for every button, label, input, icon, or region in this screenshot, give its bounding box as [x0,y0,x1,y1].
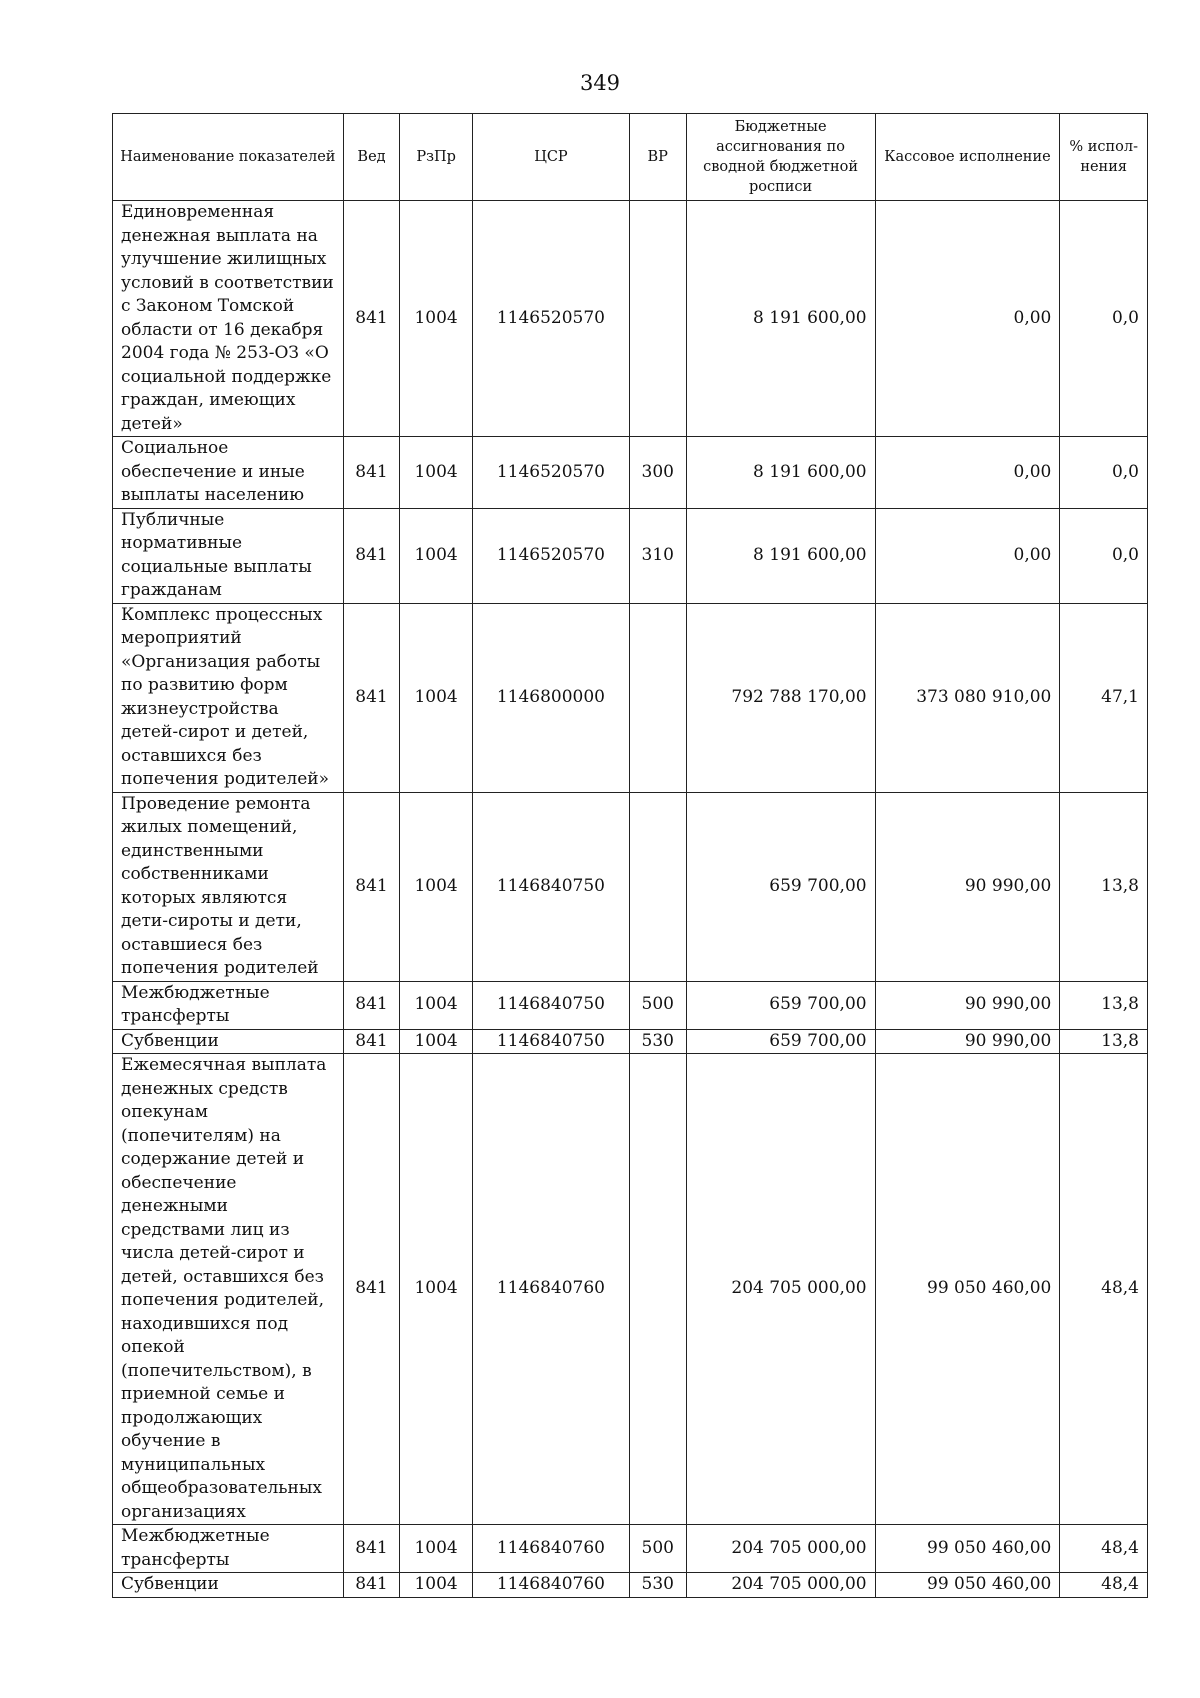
row-name: Ежемесячная выплата денежных средств опекунам (попечителям) на содержание детей и обеспечение денежными средствами лиц из числа детей-сирот и детей, оставшихся без попечения родителей, находившихся под опекой (попечительством), в приемной семье и продолжающих обучение в муниципальных общеобразовательных организациях [113,1054,344,1525]
row-ved: 841 [343,1573,400,1598]
row-name: Проведение ремонта жилых помещений, единственными собственниками которых являются дети-сироты и дети, оставшиеся без попечения родителей [113,792,344,981]
row-vr: 530 [629,1029,686,1054]
row-ved: 841 [343,792,400,981]
table-row [113,981,1148,1029]
row-csr: 1146520570 [472,508,629,603]
row-rzpr: 1004 [400,981,473,1029]
table-row [113,1029,1148,1054]
header-name: Наименование показателей [113,114,344,201]
row-vr [629,1054,686,1525]
row-csr: 1146520570 [472,201,629,437]
row-budget: 204 705 000,00 [686,1054,875,1525]
table-row [113,1573,1148,1598]
row-name: Межбюджетные трансферты [113,1525,344,1573]
row-budget: 792 788 170,00 [686,603,875,792]
row-budget: 659 700,00 [686,1029,875,1054]
row-percent: 48,4 [1060,1573,1148,1598]
row-rzpr: 1004 [400,1525,473,1573]
row-csr: 1146840750 [472,981,629,1029]
row-ved: 841 [343,201,400,437]
row-cash: 0,00 [875,437,1060,509]
row-csr: 1146840750 [472,1029,629,1054]
row-ved: 841 [343,981,400,1029]
header-row [113,114,1148,201]
row-rzpr: 1004 [400,1054,473,1525]
table-row [113,1525,1148,1573]
row-budget: 8 191 600,00 [686,437,875,509]
row-cash: 0,00 [875,201,1060,437]
row-csr: 1146520570 [472,437,629,509]
header-cash-execution: Кассовое исполнение [875,114,1060,201]
row-vr: 500 [629,981,686,1029]
row-name: Субвенции [113,1573,344,1598]
table-row [113,201,1148,437]
row-name: Субвенции [113,1029,344,1054]
row-csr: 1146800000 [472,603,629,792]
table-row [113,437,1148,509]
row-ved: 841 [343,1054,400,1525]
header-csr: ЦСР [472,114,629,201]
row-budget: 659 700,00 [686,981,875,1029]
table-row [113,603,1148,792]
page-number: 349 [579,71,621,95]
row-vr [629,792,686,981]
row-budget: 8 191 600,00 [686,508,875,603]
row-percent: 0,0 [1060,508,1148,603]
budget-execution-table [112,113,1148,1598]
row-percent: 0,0 [1060,201,1148,437]
row-vr: 530 [629,1573,686,1598]
row-cash: 90 990,00 [875,1029,1060,1054]
header-rzpr: РзПр [400,114,473,201]
row-csr: 1146840760 [472,1573,629,1598]
row-rzpr: 1004 [400,201,473,437]
row-cash: 90 990,00 [875,792,1060,981]
row-percent: 48,4 [1060,1054,1148,1525]
header-vr: ВР [629,114,686,201]
row-percent: 48,4 [1060,1525,1148,1573]
row-name: Единовременная денежная выплата на улучшение жилищных условий в соответствии с Законом Томской области от 16 декабря 2004 года № 253-ОЗ «О социальной поддержке граждан, имеющих детей» [113,201,344,437]
row-ved: 841 [343,1029,400,1054]
row-percent: 0,0 [1060,437,1148,509]
row-ved: 841 [343,603,400,792]
table-row [113,792,1148,981]
row-rzpr: 1004 [400,1573,473,1598]
row-name: Социальное обеспечение и иные выплаты населению [113,437,344,509]
row-name: Публичные нормативные социальные выплаты гражданам [113,508,344,603]
row-rzpr: 1004 [400,792,473,981]
row-csr: 1146840750 [472,792,629,981]
row-vr: 300 [629,437,686,509]
row-budget: 204 705 000,00 [686,1573,875,1598]
row-cash: 99 050 460,00 [875,1573,1060,1598]
row-budget: 204 705 000,00 [686,1525,875,1573]
row-csr: 1146840760 [472,1525,629,1573]
table-row [113,1054,1148,1525]
row-cash: 99 050 460,00 [875,1525,1060,1573]
header-ved: Вед [343,114,400,201]
row-rzpr: 1004 [400,437,473,509]
row-cash: 99 050 460,00 [875,1054,1060,1525]
header-execution-percent: % испол-нения [1060,114,1148,201]
row-percent: 13,8 [1060,981,1148,1029]
row-name: Комплекс процессных мероприятий «Организация работы по развитию форм жизнеустройства детей-сирот и детей, оставшихся без попечения родителей» [113,603,344,792]
row-vr [629,603,686,792]
row-ved: 841 [343,437,400,509]
row-ved: 841 [343,1525,400,1573]
row-percent: 47,1 [1060,603,1148,792]
row-vr [629,201,686,437]
row-cash: 90 990,00 [875,981,1060,1029]
row-vr: 310 [629,508,686,603]
row-ved: 841 [343,508,400,603]
row-cash: 0,00 [875,508,1060,603]
row-percent: 13,8 [1060,1029,1148,1054]
row-csr: 1146840760 [472,1054,629,1525]
row-rzpr: 1004 [400,508,473,603]
row-budget: 659 700,00 [686,792,875,981]
row-budget: 8 191 600,00 [686,201,875,437]
row-vr: 500 [629,1525,686,1573]
row-rzpr: 1004 [400,1029,473,1054]
row-name: Межбюджетные трансферты [113,981,344,1029]
table-row [113,508,1148,603]
header-budget-allocations: Бюджетные ассигнования по сводной бюджетной росписи [686,114,875,201]
row-percent: 13,8 [1060,792,1148,981]
row-rzpr: 1004 [400,603,473,792]
row-cash: 373 080 910,00 [875,603,1060,792]
